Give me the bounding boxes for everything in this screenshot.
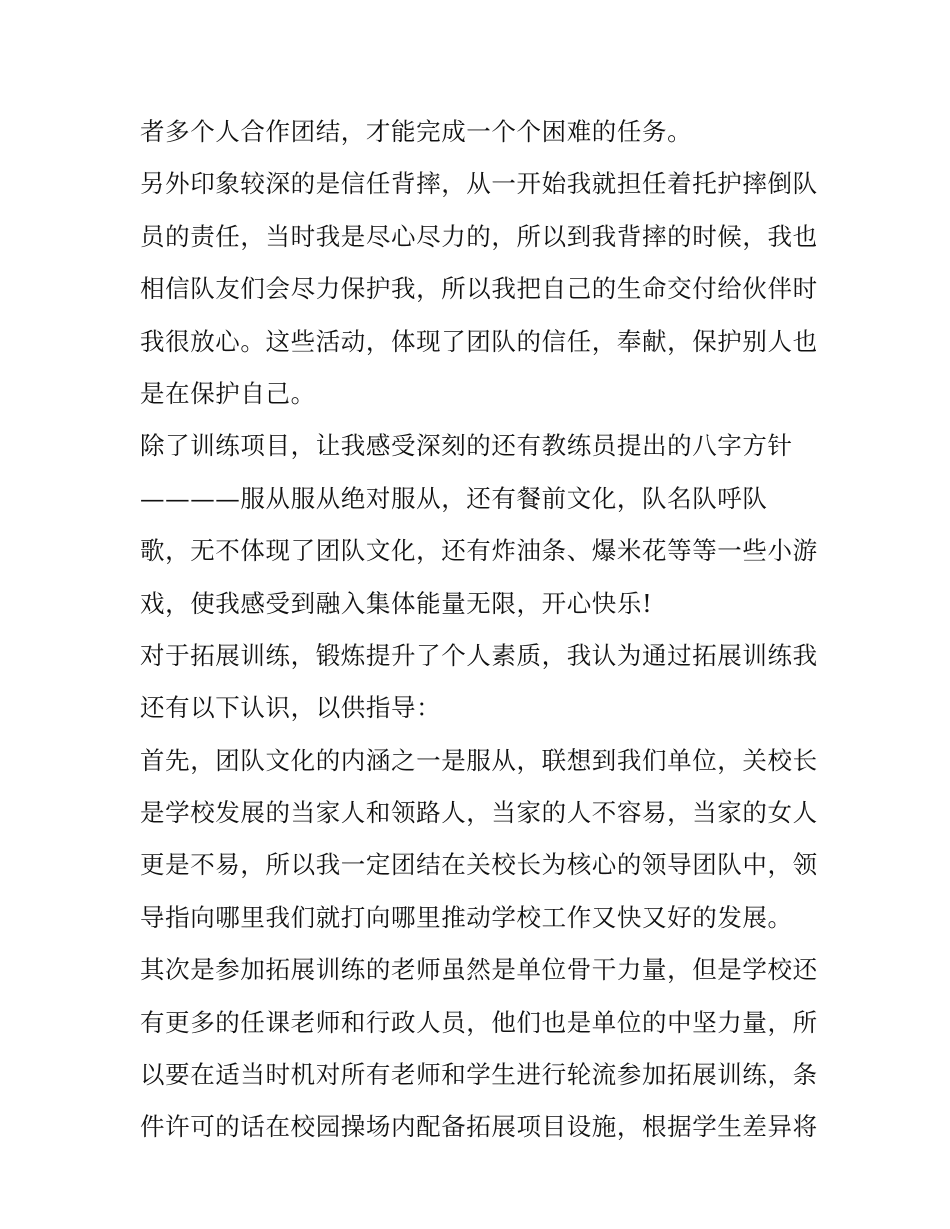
text-line: 件许可的话在校园操场内配备拓展项目设施，根据学生差异将 bbox=[140, 1112, 818, 1142]
text-line: 导指向哪里我们就打向哪里推动学校工作又快又好的发展。 bbox=[140, 902, 793, 932]
text-line: 是在保护自己。 bbox=[140, 378, 316, 408]
text-line: 以要在适当时机对所有老师和学生进行轮流参加拓展训练，条 bbox=[140, 1060, 818, 1090]
text-line: ————服从服从绝对服从，还有餐前文化，队名队呼队 bbox=[140, 483, 768, 513]
text-line: 歌，无不体现了团队文化，还有炸油条、爆米花等等一些小游 bbox=[140, 536, 818, 566]
text-line: 相信队友们会尽力保护我，所以我把自己的生命交付给伙伴时 bbox=[140, 274, 818, 304]
text-line: 首先，团队文化的内涵之一是服从，联想到我们单位，关校长 bbox=[140, 745, 818, 775]
text-line: 另外印象较深的是信任背摔，从一开始我就担任着托护摔倒队 bbox=[140, 169, 818, 199]
text-line: 有更多的任课老师和行政人员，他们也是单位的中坚力量，所 bbox=[140, 1007, 818, 1037]
text-line: 更是不易，所以我一定团结在关校长为核心的领导团队中，领 bbox=[140, 850, 818, 880]
text-line: 除了训练项目，让我感受深刻的还有教练员提出的八字方针 bbox=[140, 431, 793, 461]
text-line: 者多个人合作团结，才能完成一个个困难的任务。 bbox=[140, 117, 693, 146]
text-line: 对于拓展训练，锻炼提升了个人素质，我认为通过拓展训练我 bbox=[140, 640, 818, 670]
text-line: 还有以下认识，以供指导： bbox=[140, 693, 442, 723]
text-line: 戏，使我感受到融入集体能量无限，开心快乐! bbox=[140, 588, 653, 618]
text-line: 是学校发展的当家人和领路人，当家的人不容易，当家的女人 bbox=[140, 798, 818, 828]
text-line: 其次是参加拓展训练的老师虽然是单位骨干力量，但是学校还 bbox=[140, 955, 818, 985]
text-line: 我很放心。这些活动，体现了团队的信任，奉献，保护别人也 bbox=[140, 326, 818, 356]
text-line: 员的责任，当时我是尽心尽力的，所以到我背摔的时候，我也 bbox=[140, 221, 818, 251]
body-text bbox=[140, 106, 820, 1154]
